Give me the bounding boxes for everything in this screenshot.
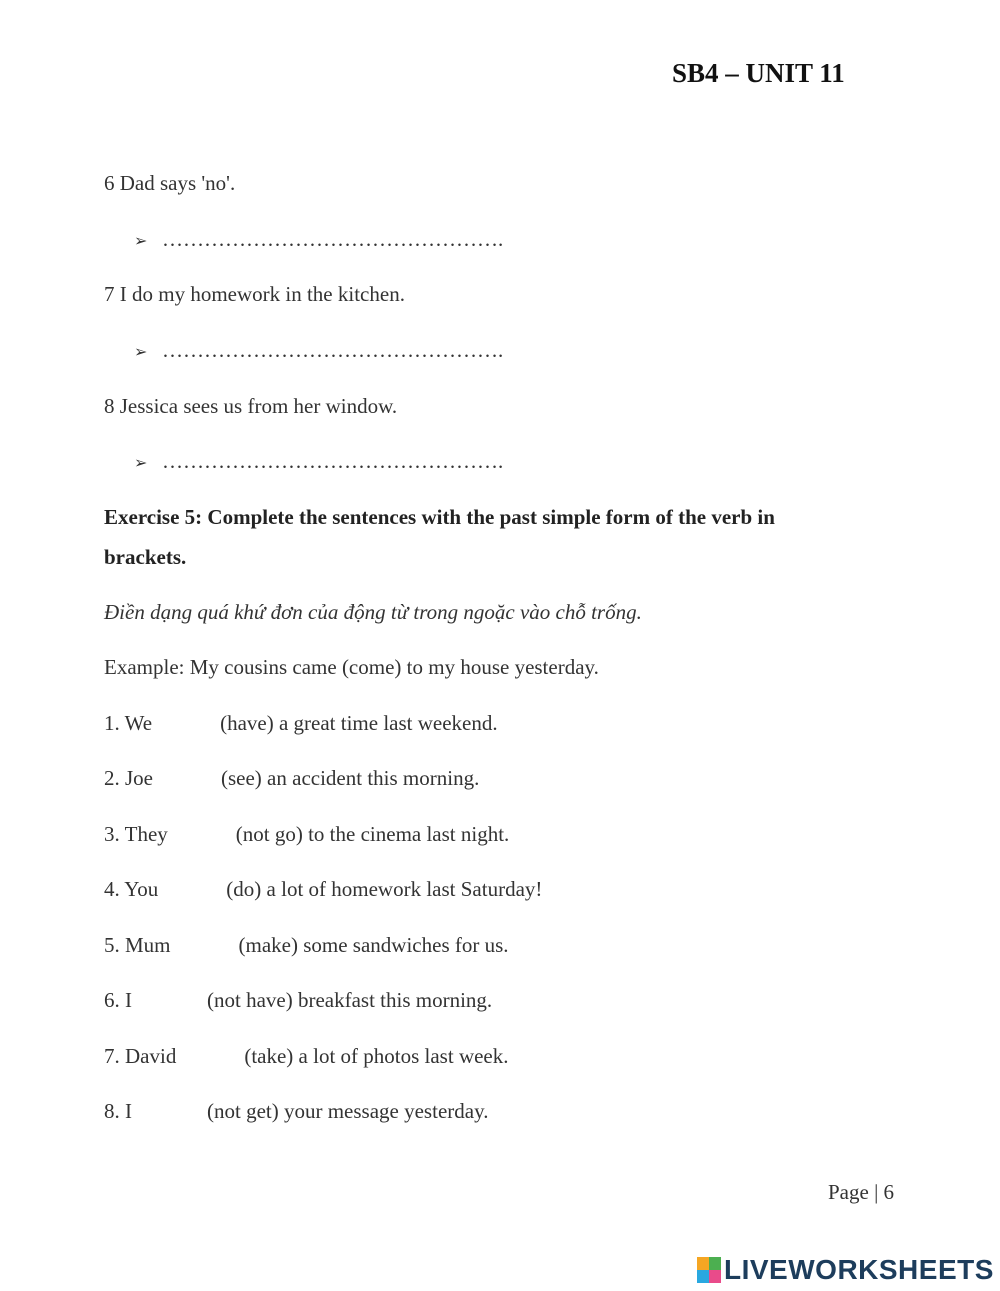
arrow-bullet-icon: ➢ bbox=[134, 455, 148, 472]
exercise-5-heading-cont: brackets. bbox=[104, 545, 187, 569]
item-rest: (not get) your message yesterday. bbox=[207, 1099, 489, 1123]
answer-line-7[interactable] bbox=[134, 338, 503, 363]
item-subject: 6. I bbox=[104, 988, 132, 1012]
item-rest: (see) an accident this morning. bbox=[221, 766, 480, 790]
answer-blank[interactable]: …………………………………………. bbox=[162, 227, 504, 251]
arrow-bullet-icon: ➢ bbox=[134, 344, 148, 361]
item-rest: (have) a great time last weekend. bbox=[220, 711, 498, 735]
liveworksheets-logo[interactable] bbox=[697, 1253, 994, 1287]
answer-blank[interactable]: …………………………………………. bbox=[162, 449, 504, 473]
exercise-5-instruction-vi: Điền dạng quá khứ đơn của động từ trong ngoặc vào chỗ trống. bbox=[104, 600, 642, 624]
unit-title: SB4 – UNIT 11 bbox=[672, 58, 845, 88]
item-subject: 5. Mum bbox=[104, 933, 171, 957]
exercise-item-5 bbox=[104, 933, 509, 958]
exercise-item-2 bbox=[104, 766, 479, 791]
item-rest: (make) some sandwiches for us. bbox=[238, 933, 509, 957]
sentence-7: 7 I do my homework in the kitchen. bbox=[104, 282, 405, 306]
item-rest: (not have) breakfast this morning. bbox=[207, 988, 493, 1012]
item-subject: 4. You bbox=[104, 877, 159, 901]
exercise-item-4 bbox=[104, 877, 542, 902]
exercise-item-7 bbox=[104, 1044, 509, 1069]
item-rest: (not go) to the cinema last night. bbox=[235, 822, 510, 846]
exercise-5-example: Example: My cousins came (come) to my house yesterday. bbox=[104, 655, 599, 679]
sentence-8: 8 Jessica sees us from her window. bbox=[104, 394, 398, 418]
exercise-5-heading: Exercise 5: Complete the sentences with the past simple form of the verb in bbox=[104, 505, 775, 529]
item-rest: (do) a lot of homework last Saturday! bbox=[226, 877, 543, 901]
arrow-bullet-icon: ➢ bbox=[134, 233, 148, 250]
exercise-item-1 bbox=[104, 711, 498, 736]
item-subject: 3. They bbox=[104, 822, 168, 846]
answer-blank[interactable]: …………………………………………. bbox=[162, 338, 504, 362]
answer-line-8[interactable] bbox=[134, 449, 503, 474]
item-subject: 2. Joe bbox=[104, 766, 153, 790]
item-subject: 1. We bbox=[104, 711, 153, 735]
page-number: Page | 6 bbox=[828, 1180, 895, 1204]
liveworksheets-logo-icon bbox=[697, 1257, 721, 1283]
exercise-item-3 bbox=[104, 822, 509, 847]
exercise-item-6 bbox=[104, 988, 492, 1013]
exercise-item-8 bbox=[104, 1099, 488, 1124]
brand-name: LIVEWORKSHEETS bbox=[724, 1254, 994, 1285]
item-subject: 7. David bbox=[104, 1044, 177, 1068]
answer-line-6[interactable] bbox=[134, 227, 503, 252]
sentence-6: 6 Dad says 'no'. bbox=[104, 171, 236, 195]
item-rest: (take) a lot of photos last week. bbox=[244, 1044, 509, 1068]
item-subject: 8. I bbox=[104, 1099, 132, 1123]
